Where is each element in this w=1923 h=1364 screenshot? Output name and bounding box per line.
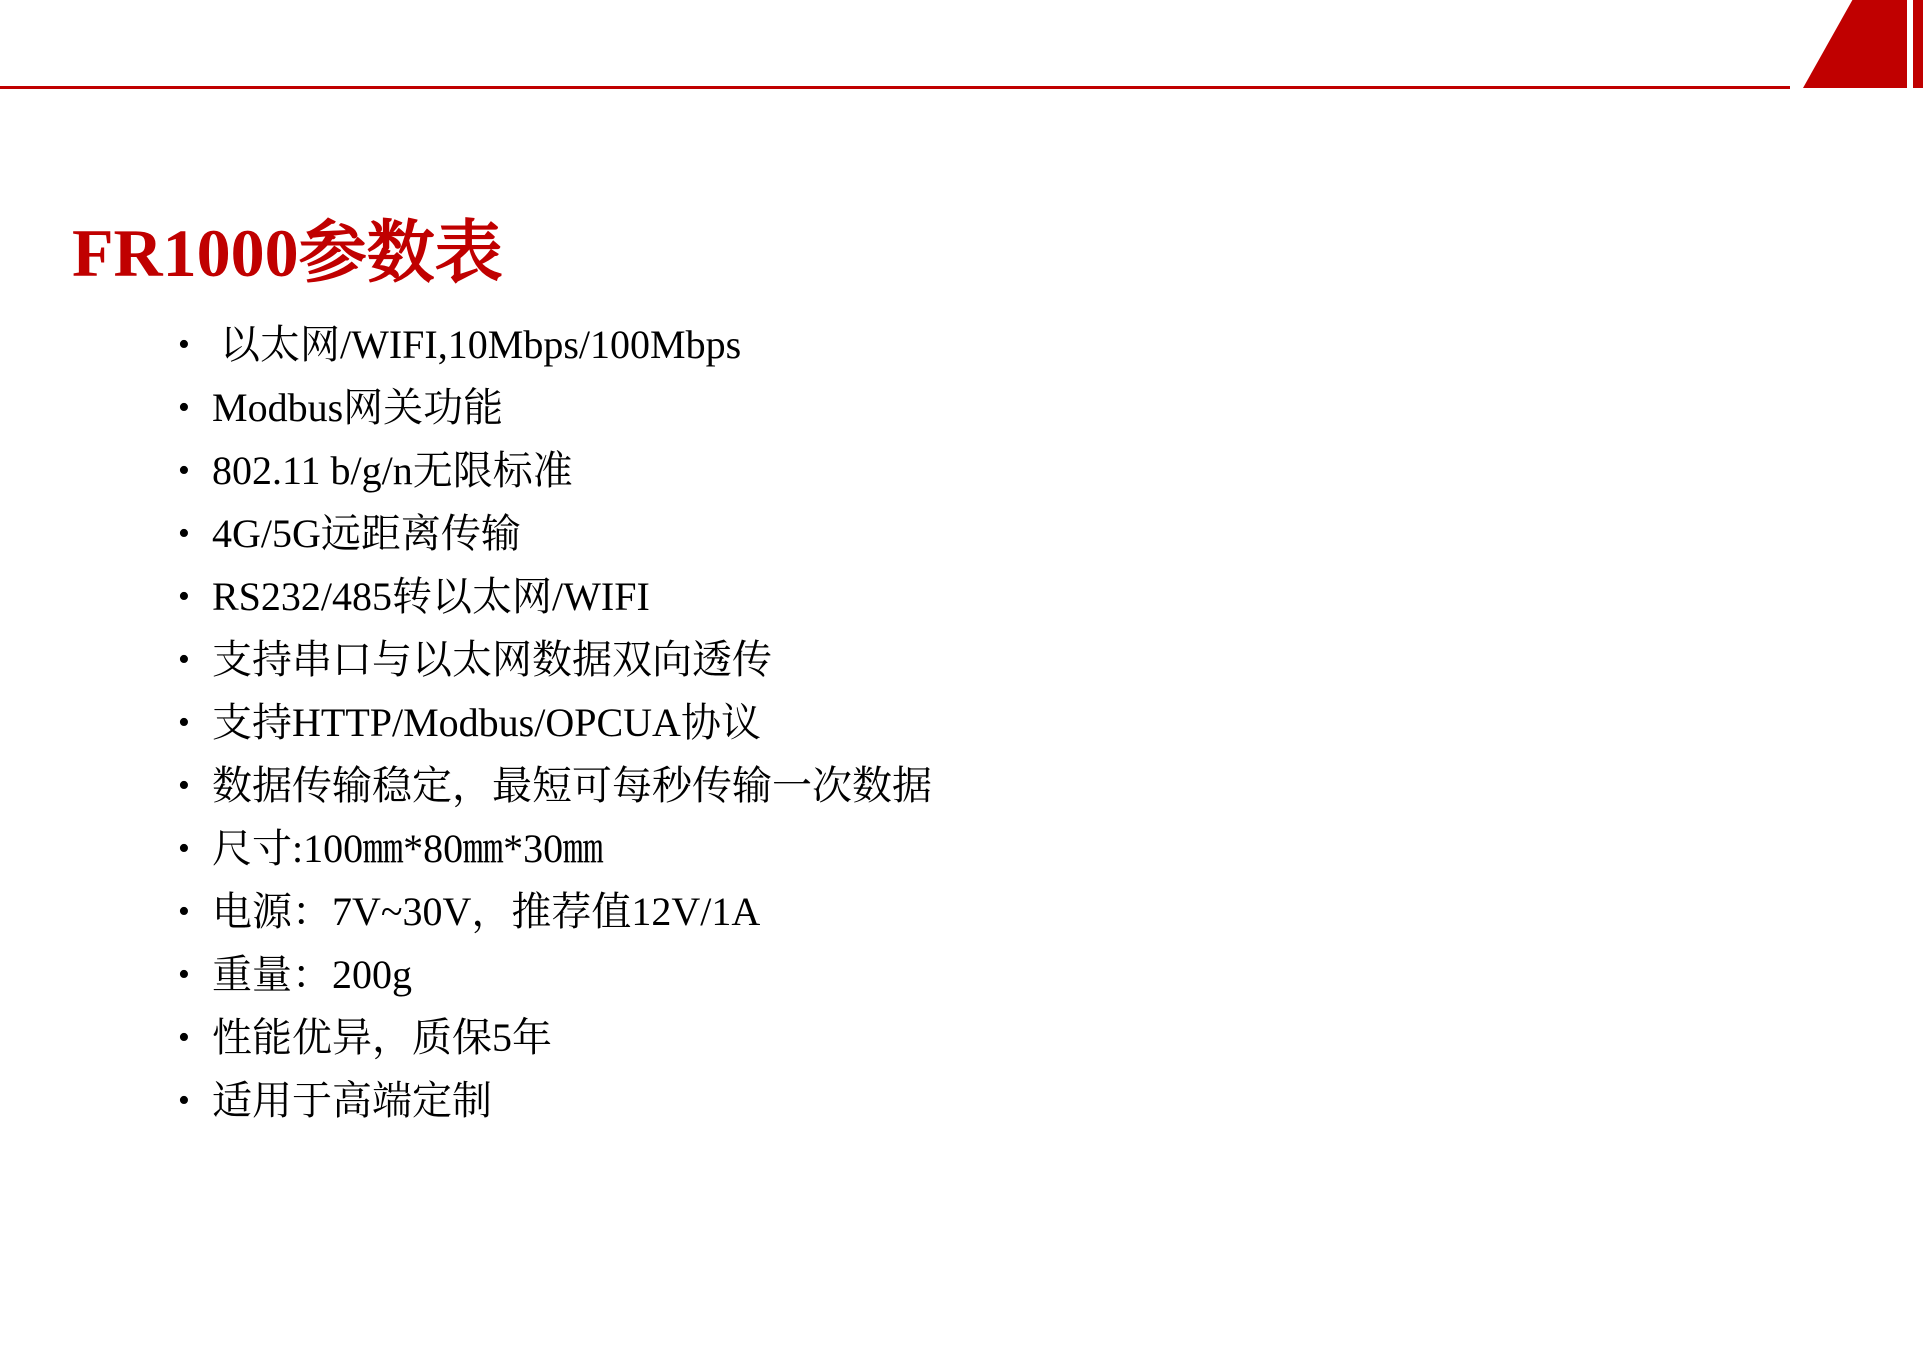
list-item <box>178 696 1778 750</box>
list-item <box>178 822 1778 876</box>
list-item <box>178 885 1778 939</box>
list-item <box>178 318 1778 372</box>
bullet-dot-icon: • <box>178 578 190 615</box>
list-item-label: 性能优异，质保5年 <box>212 1015 552 1060</box>
list-item-label: 重量：200g <box>212 952 412 997</box>
bullet-dot-icon: • <box>178 515 190 552</box>
list-item <box>178 507 1778 561</box>
bullet-dot-icon: • <box>178 830 190 867</box>
list-item-label: 数据传输稳定，最短可每秒传输一次数据 <box>212 763 932 808</box>
bullet-dot-icon: • <box>178 452 190 489</box>
list-item-label: 802.11 b/g/n无限标准 <box>212 448 573 493</box>
list-item <box>178 444 1778 498</box>
list-item <box>178 948 1778 1002</box>
list-item-label: 4G/5G远距离传输 <box>212 511 521 556</box>
list-item <box>178 1074 1778 1128</box>
bullet-dot-icon: • <box>178 326 190 363</box>
bullet-dot-icon: • <box>178 389 190 426</box>
bullet-dot-icon: • <box>178 767 190 804</box>
bullet-list <box>178 318 1778 1137</box>
list-item-label: 适用于高端定制 <box>212 1078 492 1123</box>
header-rule-divider <box>0 86 1790 89</box>
bullet-dot-icon: • <box>178 704 190 741</box>
bullet-dot-icon: • <box>178 641 190 678</box>
list-item <box>178 570 1778 624</box>
list-item-label: 支持串口与以太网数据双向透传 <box>212 637 772 682</box>
list-item-label: 支持HTTP/Modbus/OPCUA协议 <box>212 700 761 745</box>
page-title: FR1000参数表 <box>72 214 503 291</box>
list-item-label: Modbus网关功能 <box>212 385 504 430</box>
list-item <box>178 633 1778 687</box>
list-item-label: 电源：7V~30V，推荐值12V/1A <box>212 889 761 934</box>
bullet-dot-icon: • <box>178 1019 190 1056</box>
corner-red-shape <box>1803 0 1923 88</box>
list-item <box>178 1011 1778 1065</box>
bullet-dot-icon: • <box>178 1082 190 1119</box>
list-item-label: 尺寸:100㎜*80㎜*30㎜ <box>212 826 604 871</box>
list-item <box>178 381 1778 435</box>
list-item-label: 以太网/WIFI,10Mbps/100Mbps <box>220 322 742 367</box>
corner-red-edge <box>1913 0 1923 88</box>
header-corner-decoration <box>1783 0 1923 88</box>
list-item <box>178 759 1778 813</box>
bullet-dot-icon: • <box>178 893 190 930</box>
bullet-dot-icon: • <box>178 956 190 993</box>
list-item-label: RS232/485转以太网/WIFI <box>212 574 650 619</box>
